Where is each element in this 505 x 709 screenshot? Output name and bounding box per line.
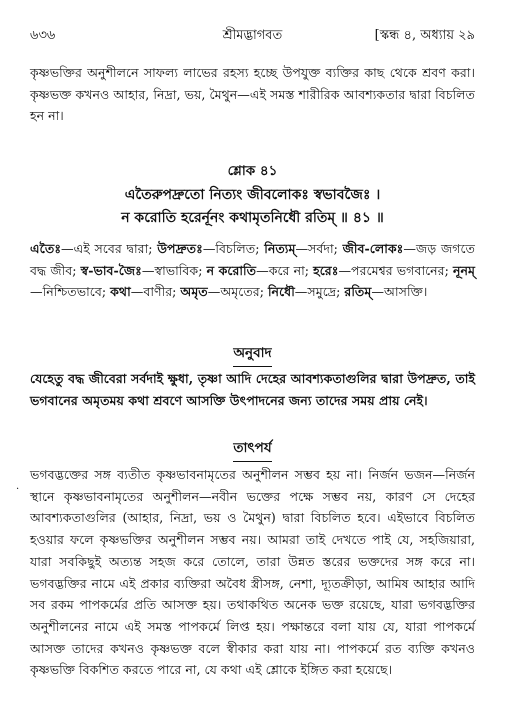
synonym-meaning: সমুদ্রে <box>307 284 337 300</box>
purport-heading: তাৎপর্য <box>0 437 505 462</box>
purport-text: ভগবদ্ভক্তের সঙ্গ ব্যতীত কৃষ্ণভাবনামৃতের অনুশীলন সম্ভব হয় না। নির্জন ভজন—নির্জন স্থানে কৃষ্ণভাবনামৃতের অনুশীলন—নবীন ভক্তের পক্ষে সম্ভব নয়, কারণ সে দেহের আবশ্যকতাগুলির (আহার, নিদ্রা, ভয় ও মৈথুন) দ্বারা বিচলিত হবে। এইভাবে বিচলিত হওয়ার ফলে কৃষ্ণভক্তির অনুশীলন সম্ভব নয়। আমরা তাই দেখতে পাই যে, সহজিয়ারা, যারা সবকিছুই অত্যন্ত সহজ করে তোলে, তারা উন্নত স্তরের ভক্তদের সঙ্গ করে না। ভগবদ্ভক্তির নামে এই প্রকার ব্যক্তিরা অবৈধ স্ত্রীসঙ্গ, নেশা, দ্যূতক্রীড়া, আমিষ আহার আদি সব রকম পাপকর্মের প্রতি আসক্ত হয়। তথাকথিত অনেক ভক্ত রয়েছে, যারা ভগবদ্ভক্তির অনুশীলনের নামে এই সমস্ত পাপকর্মে লিপ্ত হয়। পক্ষান্তরে বলা যায় যে, যারা পাপকর্মে আসক্ত তাদের কখনও কৃষ্ণভক্ত বলে স্বীকার করা যায় না। পাপকর্মে রত ব্যক্তি কখনও কৃষ্ণভক্তি বিকশিত করতে পারে না, যে কথা এই শ্লোকে ইঙ্গিত করা হয়েছে। <box>30 467 475 678</box>
verse-title: শ্লোক ৪১ <box>227 163 278 179</box>
synonym-term: ন করোতি <box>206 262 257 278</box>
synonym-meaning: আসক্তি <box>383 284 423 300</box>
synonym-term: রতিম্ <box>344 284 372 300</box>
synonym-term: জীব-লোকঃ <box>342 241 404 256</box>
synonym-term: এতৈঃ <box>30 241 62 256</box>
synonym-meaning: অমৃতের <box>220 284 260 300</box>
intro-paragraph: কৃষ্ণভক্তির অনুশীলনে সাফল্য লাভের রহস্য হচ্ছে উপযুক্ত ব্যক্তির কাছ থেকে শ্রবণ করা। কৃষ্ণভক্ত কখনও আহার, নিদ্রা, ভয়, মৈথুন—এই সমস্ত শারীরিক আবশ্যকতার দ্বারা বিচলিত হন না। <box>30 65 475 124</box>
synonym-term: কথা <box>110 284 131 300</box>
synonym-meaning: সর্বদা <box>308 241 334 256</box>
page-number: ৬৩৬ <box>30 28 56 43</box>
synonyms-paragraph: এতৈঃ—এই সবের দ্বারা; উপদ্রুতঃ—বিচলিত; নিত্যম্—সর্বদা; জীব-লোকঃ—জড় জগতে বদ্ধ জীব; স্ব-ভাব-জৈঃ—স্বাভাবিক; ন করোতি—করে না; হরেঃ—পরমেশ্বর ভগবানের; নূনম্—নিশ্চিতভাবে; কথা—বাণীর; অমৃত—অমৃতের; নিধৌ—সমুদ্রে; রতিম্—আসক্তি। <box>30 241 476 300</box>
chapter-reference: [স্কন্ধ ৪, অধ্যায় ২৯ <box>374 28 475 43</box>
synonym-meaning: করে না <box>268 262 305 278</box>
page-header <box>30 26 475 46</box>
synonym-term: উপদ্রুতঃ <box>157 241 203 256</box>
book-title: শ্রীমদ্ভাগবত <box>222 28 283 43</box>
synonym-meaning: পরমেশ্বর ভগবানের <box>351 262 445 278</box>
synonym-term: নিধৌ <box>267 284 295 300</box>
synonym-meaning: বাণীর <box>143 284 173 300</box>
synonym-meaning: বিচলিত <box>215 241 256 256</box>
translation-text: যেহেতু বদ্ধ জীবেরা সর্বদাই ক্ষুধা, তৃষ্ণা আদি দেহের আবশ্যকতাগুলির দ্বারা উপদ্রুত, তাই ভগবানের অমৃতময় কথা শ্রবণে আসক্তি উৎপাদনের জন্য তাদের সময় প্রায় নেই। <box>30 371 475 408</box>
synonym-meaning: এই সবের দ্বারা <box>73 241 149 256</box>
verse-line-2: ন করোতি হরের্নূনং কথামৃতনিধৌ রতিম্ ॥ ৪১ ॥ <box>121 210 384 226</box>
translation-heading: অনুবাদ <box>0 342 505 367</box>
synonym-meaning: স্বাভাবিক <box>154 262 199 278</box>
synonym-term: হরেঃ <box>313 262 339 278</box>
verse-line-1: এতৈরুপদ্রুতো নিত্যং জীবলোকঃ স্বভাবজৈঃ । <box>124 187 381 203</box>
synonym-meaning: নিশ্চিতভাবে <box>42 284 102 300</box>
synonym-term: নূনম্ <box>452 262 475 278</box>
synonym-term: নিত্যম্ <box>264 241 296 256</box>
synonym-meaning: জড় জগতে বদ্ধ জীব <box>30 241 476 278</box>
margin-dot: . <box>16 481 20 492</box>
synonym-term: অমৃত <box>180 284 208 300</box>
synonym-term: স্ব-ভাব-জৈঃ <box>80 262 142 278</box>
